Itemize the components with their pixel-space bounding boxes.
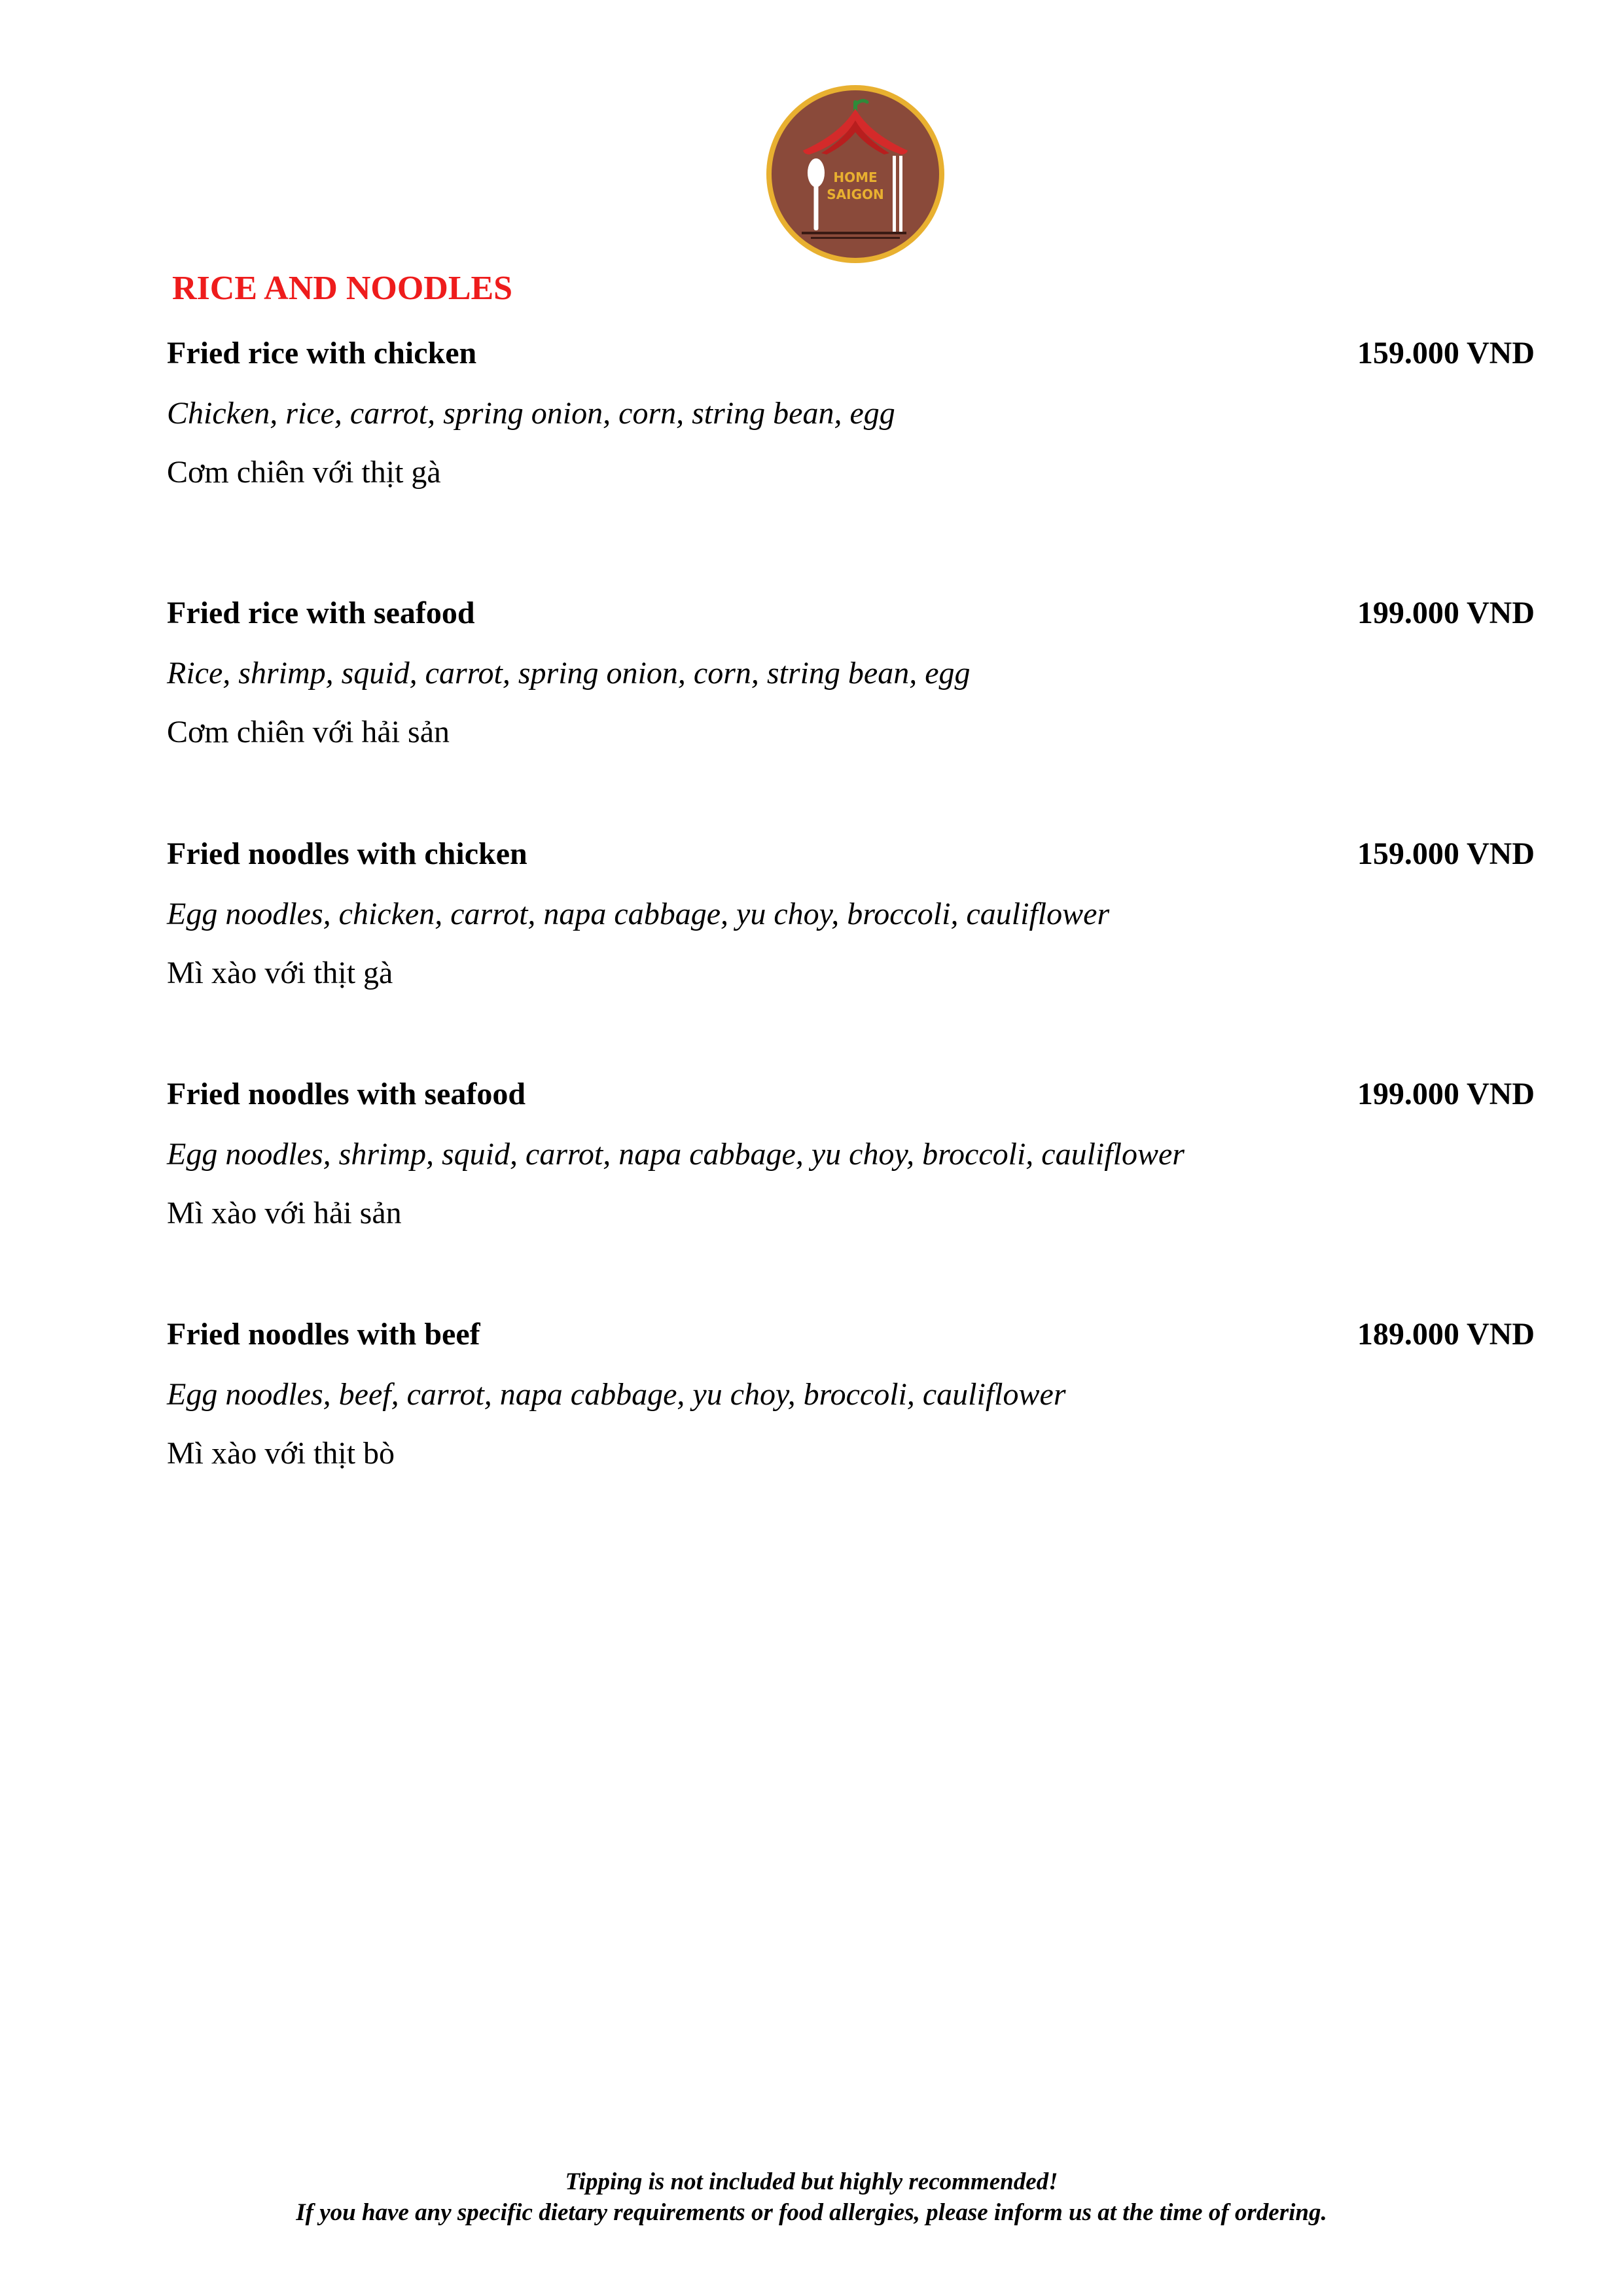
menu-item [167,1073,1535,1270]
item-description: Chicken, rice, carrot, spring onion, corn, string bean, egg [167,396,895,431]
item-name: Fried rice with chicken [167,336,477,370]
item-description: Egg noodles, shrimp, squid, carrot, napa cabbage, yu choy, broccoli, cauliflower [167,1137,1185,1172]
logo-text-saigon: SAIGON [827,187,884,202]
section-title: RICE AND NOODLES [172,270,513,307]
item-price: 159.000 VND [1357,336,1535,370]
item-description: Rice, shrimp, squid, carrot, spring onion, corn, string bean, egg [167,656,971,691]
logo-text-home: HOME [833,170,878,185]
item-name: Fried rice with seafood [167,596,475,630]
menu-item [167,592,1535,789]
footer-notice [0,2166,1623,2228]
item-vietnamese-name: Cơm chiên với hải sản [167,715,450,749]
menu-item [167,332,1535,529]
menu-item [167,1314,1535,1510]
item-price: 189.000 VND [1357,1317,1535,1352]
item-vietnamese-name: Mì xào với hải sản [167,1196,402,1230]
item-name: Fried noodles with beef [167,1317,480,1352]
item-vietnamese-name: Mì xào với thịt bò [167,1436,395,1471]
item-description: Egg noodles, beef, carrot, napa cabbage, yu choy, broccoli, cauliflower [167,1377,1066,1412]
item-price: 159.000 VND [1357,836,1535,871]
footer-tipping-note: Tipping is not included but highly recommended! [565,2168,1058,2195]
item-vietnamese-name: Cơm chiên với thịt gà [167,455,441,490]
footer-allergy-note: If you have any specific dietary requirements or food allergies, please inform us at the time of ordering. [296,2199,1327,2226]
item-price: 199.000 VND [1357,596,1535,630]
home-saigon-logo [764,82,947,266]
item-vietnamese-name: Mì xào với thịt gà [167,956,393,990]
item-description: Egg noodles, chicken, carrot, napa cabbage, yu choy, broccoli, cauliflower [167,897,1110,931]
item-price: 199.000 VND [1357,1077,1535,1111]
item-name: Fried noodles with seafood [167,1077,526,1111]
item-name: Fried noodles with chicken [167,836,527,871]
menu-item [167,833,1535,1030]
